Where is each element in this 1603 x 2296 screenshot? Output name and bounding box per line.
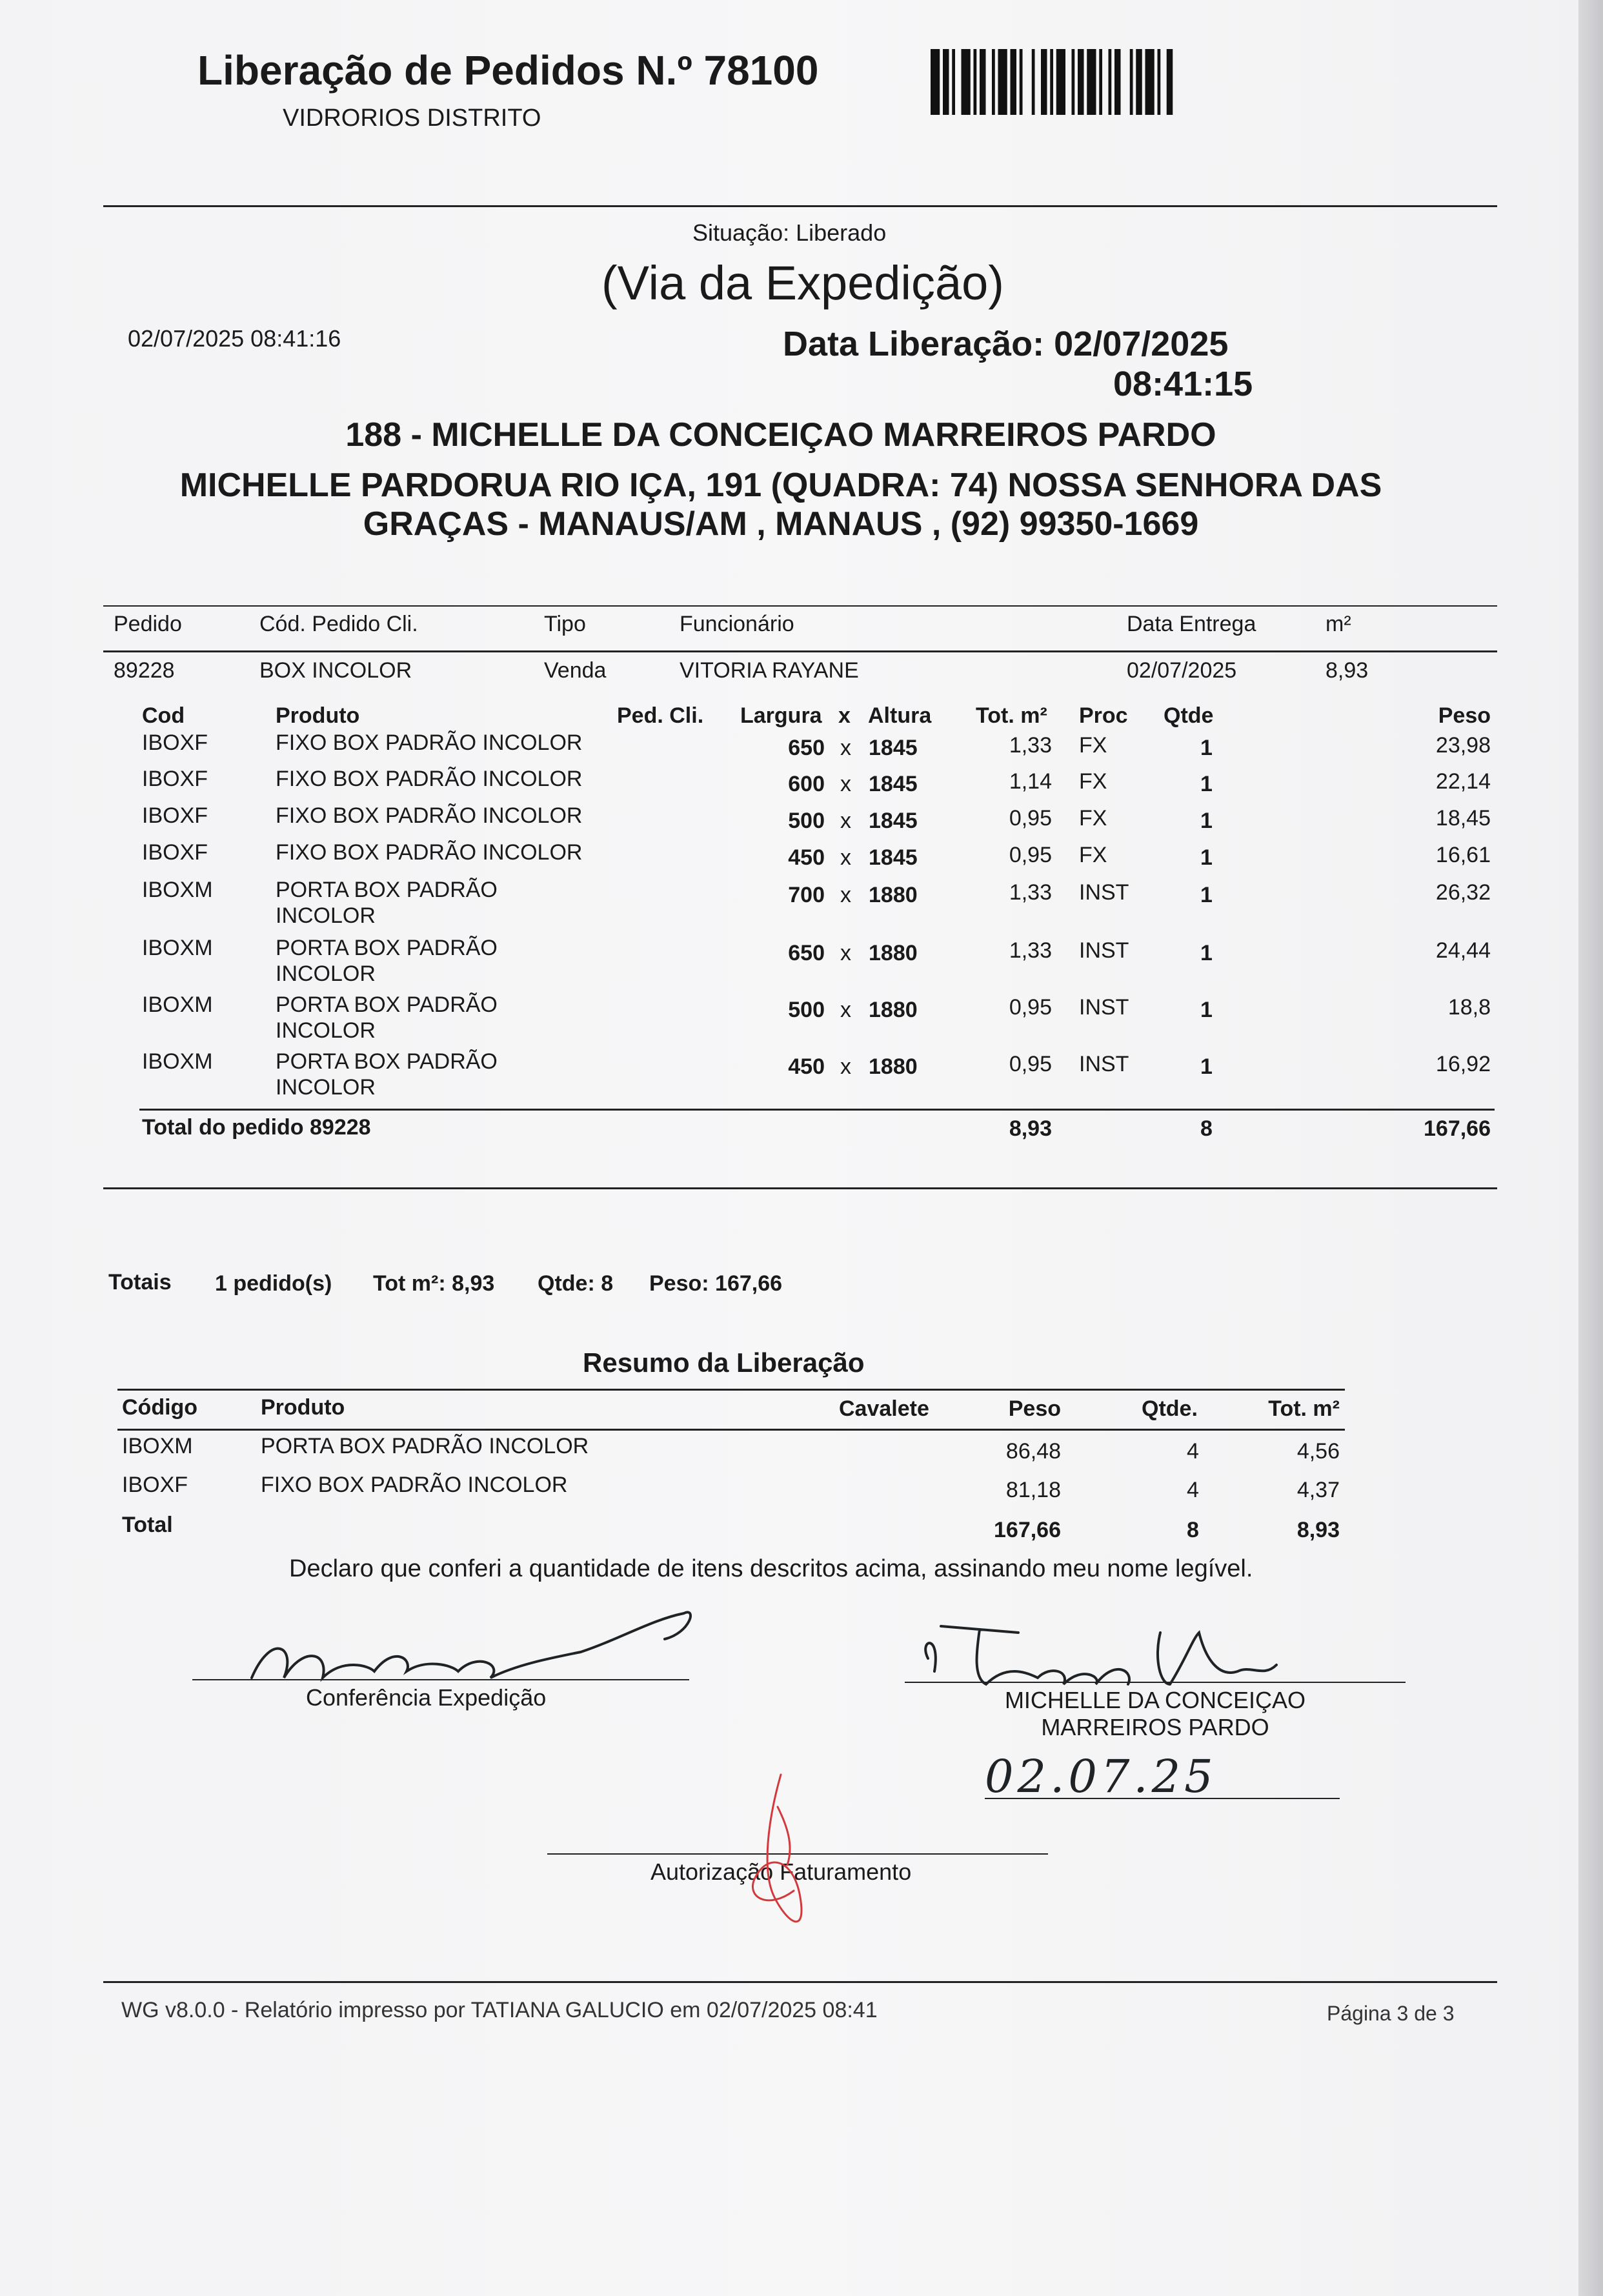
items-col-ped-cli: Ped. Cli. [617, 703, 704, 728]
barcode-bar [1130, 49, 1133, 115]
item-x: x [840, 809, 851, 833]
document-title: Liberação de Pedidos N.º 78100 [197, 47, 819, 94]
totals-m2: Tot m²: 8,93 [373, 1271, 495, 1296]
client-signature-name2: MARREIROS PARDO [1041, 1714, 1269, 1740]
item-m2: 1,33 [1009, 938, 1052, 963]
summary-mid-line [117, 1429, 1345, 1431]
items-col-largura: Largura [740, 703, 822, 728]
summary-row-peso: 81,18 [1005, 1478, 1061, 1502]
item-cod: IBOXF [142, 767, 208, 791]
barcode-bar [1050, 49, 1053, 115]
item-altura: 1880 [869, 883, 918, 907]
items-bottom-divider [103, 1187, 1497, 1189]
release-date: Data Liberação: 02/07/2025 [783, 325, 1229, 363]
barcode [931, 49, 1176, 115]
barcode-bar [992, 49, 995, 115]
barcode-bar [943, 49, 949, 115]
items-col-tot-m2: Tot. m² [976, 703, 1047, 728]
items-col-peso: Peso [1438, 703, 1491, 728]
item-x: x [840, 1054, 851, 1079]
item-peso: 18,8 [1447, 995, 1491, 1020]
item-altura: 1880 [869, 1054, 918, 1079]
items-total-m2: 8,93 [1009, 1116, 1052, 1141]
summary-row-qtde: 4 [1187, 1478, 1199, 1502]
items-col-altura: Altura [868, 703, 932, 728]
order-m2-value: 8,93 [1326, 658, 1369, 683]
declaration-text: Declaro que conferi a quantidade de itens descritos acima, assinando meu nome legível. [289, 1555, 1253, 1582]
summary-row-m2: 4,56 [1296, 1439, 1340, 1464]
item-cod: IBOXM [142, 878, 213, 902]
items-total-peso: 167,66 [1424, 1116, 1491, 1141]
item-proc: FX [1079, 733, 1107, 758]
summary-top-line [117, 1389, 1345, 1391]
summary-total-peso: 167,66 [994, 1518, 1061, 1542]
item-qtde: 1 [1200, 736, 1213, 760]
summary-row-qtde: 4 [1187, 1439, 1199, 1464]
item-produto-line2: INCOLOR [276, 1018, 376, 1043]
order-cod-cli-value: BOX INCOLOR [259, 658, 412, 683]
col-pedido: Pedido [114, 612, 182, 636]
order-pedido-value: 89228 [114, 658, 175, 683]
items-total-label: Total do pedido 89228 [142, 1115, 371, 1140]
barcode-bar [1041, 49, 1047, 115]
barcode-bar [1109, 49, 1112, 115]
item-peso: 16,61 [1435, 843, 1491, 867]
barcode-bar [980, 49, 986, 115]
paper-edge-shadow [1578, 0, 1603, 2296]
item-m2: 1,33 [1009, 880, 1052, 905]
footer-page-number: Página 3 de 3 [1327, 2002, 1455, 2025]
item-produto-line2: INCOLOR [276, 962, 376, 986]
item-proc: FX [1079, 843, 1107, 867]
item-x: x [840, 998, 851, 1022]
item-produto: FIXO BOX PADRÃO INCOLOR [276, 730, 583, 755]
summary-row-m2: 4,37 [1296, 1478, 1340, 1502]
item-proc: INST [1079, 1052, 1129, 1076]
barcode-bar [1145, 49, 1154, 115]
item-x: x [840, 883, 851, 907]
item-largura: 500 [788, 998, 825, 1022]
barcode-bar [1056, 49, 1065, 115]
item-cod: IBOXF [142, 840, 208, 865]
barcode-bar [1032, 49, 1035, 115]
item-m2: 1,14 [1009, 769, 1052, 794]
item-proc: FX [1079, 769, 1107, 794]
summary-total-label: Total [122, 1513, 173, 1537]
footer-printed-by: WG v8.0.0 - Relatório impresso por TATIANA GALUCIO em 02/07/2025 08:41 [121, 1998, 878, 2022]
item-cod: IBOXF [142, 730, 208, 755]
item-altura: 1880 [869, 941, 918, 965]
summary-row-codigo: IBOXM [122, 1434, 193, 1458]
summary-col-produto: Produto [261, 1395, 345, 1420]
item-altura: 1845 [869, 809, 918, 833]
item-altura: 1845 [869, 845, 918, 870]
item-altura: 1845 [869, 772, 918, 796]
red-ink-mark [742, 1768, 826, 1949]
item-proc: INST [1079, 938, 1129, 963]
items-col-proc: Proc [1079, 703, 1128, 728]
totals-pedidos: 1 pedido(s) [215, 1271, 332, 1296]
totals-qtde: Qtde: 8 [538, 1271, 614, 1296]
item-proc: FX [1079, 806, 1107, 831]
barcode-bar [1087, 49, 1096, 115]
order-tipo-value: Venda [544, 658, 607, 683]
item-largura: 600 [788, 772, 825, 796]
summary-col-qtde: Qtde. [1142, 1396, 1198, 1421]
barcode-bar [952, 49, 955, 115]
totals-label: Totais [108, 1270, 172, 1294]
summary-row-codigo: IBOXF [122, 1473, 188, 1497]
footer-divider [103, 1981, 1497, 1983]
item-qtde: 1 [1200, 883, 1213, 907]
barcode-bar [1020, 49, 1023, 115]
items-total-qtde: 8 [1200, 1116, 1213, 1141]
item-x: x [840, 845, 851, 870]
item-x: x [840, 736, 851, 760]
summary-col-cavalete: Cavalete [839, 1396, 929, 1421]
item-cod: IBOXM [142, 992, 213, 1017]
conferencia-label: Conferência Expedição [306, 1684, 547, 1711]
barcode-bar [1072, 49, 1075, 115]
barcode-bar [1099, 49, 1102, 115]
item-produto: FIXO BOX PADRÃO INCOLOR [276, 840, 583, 865]
item-m2: 0,95 [1009, 995, 1052, 1020]
barcode-bar [1011, 49, 1017, 115]
item-peso: 26,32 [1435, 880, 1491, 905]
item-largura: 450 [788, 1054, 825, 1079]
release-time: 08:41:15 [1113, 365, 1253, 403]
item-produto: PORTA BOX PADRÃO [276, 878, 498, 902]
barcode-bar [974, 49, 977, 115]
col-cod-pedido-cli: Cód. Pedido Cli. [259, 612, 418, 636]
summary-title: Resumo da Liberação [583, 1347, 865, 1378]
totals-peso: Peso: 167,66 [649, 1271, 783, 1296]
item-produto: FIXO BOX PADRÃO INCOLOR [276, 803, 583, 828]
summary-col-codigo: Código [122, 1395, 198, 1420]
item-qtde: 1 [1200, 998, 1213, 1022]
barcode-bar [931, 49, 940, 115]
barcode-bar [1114, 49, 1121, 115]
item-cod: IBOXM [142, 1049, 213, 1074]
barcode-bar [998, 49, 1007, 115]
summary-row-produto: PORTA BOX PADRÃO INCOLOR [261, 1434, 589, 1458]
item-cod: IBOXM [142, 936, 213, 960]
barcode-bar [1078, 49, 1084, 115]
item-proc: INST [1079, 880, 1129, 905]
order-funcionario-value: VITORIA RAYANE [680, 658, 859, 683]
item-proc: INST [1079, 995, 1129, 1020]
item-m2: 0,95 [1009, 843, 1052, 867]
item-produto-line2: INCOLOR [276, 903, 376, 928]
item-largura: 650 [788, 941, 825, 965]
summary-col-m2: Tot. m² [1268, 1396, 1340, 1421]
item-produto: FIXO BOX PADRÃO INCOLOR [276, 767, 583, 791]
item-peso: 18,45 [1435, 806, 1491, 831]
item-produto-line2: INCOLOR [276, 1075, 376, 1100]
barcode-bar [1167, 49, 1173, 115]
items-col-cod: Cod [142, 703, 185, 728]
client-name: 188 - MICHELLE DA CONCEIÇAO MARREIROS PARDO [345, 416, 1216, 454]
company-name: VIDRORIOS DISTRITO [283, 105, 541, 132]
item-produto: PORTA BOX PADRÃO [276, 1049, 498, 1074]
col-m2: m² [1326, 612, 1351, 636]
print-timestamp: 02/07/2025 08:41:16 [128, 325, 341, 352]
col-funcionario: Funcionário [680, 612, 794, 636]
items-col-x: x [838, 703, 851, 728]
items-col-produto: Produto [276, 703, 360, 728]
item-qtde: 1 [1200, 845, 1213, 870]
item-m2: 1,33 [1009, 733, 1052, 758]
item-qtde: 1 [1200, 1054, 1213, 1079]
autorizacao-label: Autorização Faturamento [650, 1858, 912, 1885]
item-qtde: 1 [1200, 941, 1213, 965]
item-produto: PORTA BOX PADRÃO [276, 992, 498, 1017]
item-qtde: 1 [1200, 809, 1213, 833]
summary-col-peso: Peso [1008, 1396, 1061, 1421]
summary-total-qtde: 8 [1187, 1518, 1199, 1542]
items-col-qtde: Qtde [1164, 703, 1214, 728]
summary-total-m2: 8,93 [1296, 1518, 1340, 1542]
items-total-line [139, 1109, 1495, 1111]
item-largura: 700 [788, 883, 825, 907]
item-peso: 23,98 [1435, 733, 1491, 758]
summary-row-peso: 86,48 [1005, 1439, 1061, 1464]
client-address-line2: GRAÇAS - MANAUS/AM , MANAUS , (92) 99350-1669 [363, 505, 1199, 543]
item-largura: 450 [788, 845, 825, 870]
item-m2: 0,95 [1009, 806, 1052, 831]
order-header-mid-line [103, 650, 1497, 652]
item-altura: 1845 [869, 736, 918, 760]
item-altura: 1880 [869, 998, 918, 1022]
client-address-line1: MICHELLE PARDORUA RIO IÇA, 191 (QUADRA: 74) NOSSA SENHORA DAS [179, 467, 1382, 504]
item-x: x [840, 941, 851, 965]
order-data-entrega-value: 02/07/2025 [1127, 658, 1237, 683]
item-largura: 650 [788, 736, 825, 760]
item-peso: 24,44 [1435, 938, 1491, 963]
item-peso: 22,14 [1435, 769, 1491, 794]
item-x: x [840, 772, 851, 796]
client-signature-name1: MICHELLE DA CONCEIÇAO [1004, 1687, 1306, 1713]
item-peso: 16,92 [1435, 1052, 1491, 1076]
item-produto: PORTA BOX PADRÃO [276, 936, 498, 960]
barcode-bar [962, 49, 971, 115]
item-largura: 500 [788, 809, 825, 833]
handwritten-date: 02.07.25 [985, 1750, 1217, 1803]
client-signature [915, 1613, 1302, 1697]
via-title: (Via da Expedição) [601, 256, 1004, 310]
summary-row-produto: FIXO BOX PADRÃO INCOLOR [261, 1473, 568, 1497]
barcode-bar [1158, 49, 1161, 115]
conferencia-signature [245, 1607, 710, 1697]
item-m2: 0,95 [1009, 1052, 1052, 1076]
col-tipo: Tipo [544, 612, 586, 636]
date-underline [985, 1798, 1340, 1799]
item-cod: IBOXF [142, 803, 208, 828]
header-divider [103, 205, 1497, 207]
barcode-bar [1136, 49, 1142, 115]
status-text: Situação: Liberado [692, 219, 887, 246]
col-data-entrega: Data Entrega [1127, 612, 1256, 636]
order-header-top-line [103, 605, 1497, 607]
item-qtde: 1 [1200, 772, 1213, 796]
